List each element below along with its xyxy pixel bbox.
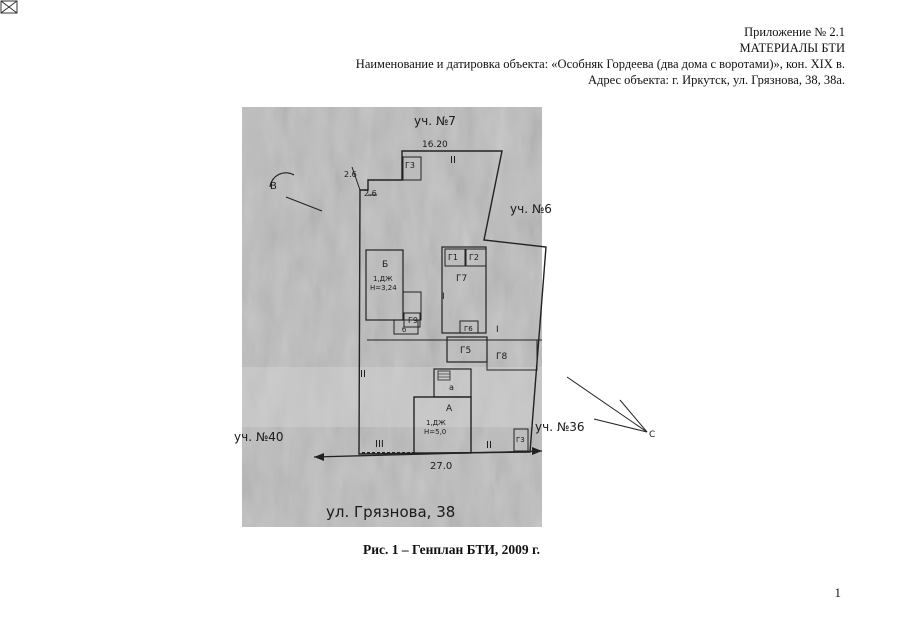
compass-east-label: С (649, 430, 656, 440)
building-a-label: А (446, 404, 453, 414)
shed-g2-label: Г2 (469, 253, 479, 262)
shed-g3-top-label: Г3 (405, 161, 415, 170)
scan-noise (242, 107, 542, 527)
lot-i-label: I (442, 292, 445, 302)
caption-text: Рис. 1 – Генплан БТИ, 2009 г. (363, 542, 540, 557)
dim-left-2-label: 2.6 (364, 189, 377, 198)
building-a-vestibule-label: а (449, 383, 454, 392)
building-a-height-label: Н=5,0 (424, 428, 447, 436)
site-plan-figure (234, 107, 656, 527)
shed-g1-label: Г1 (448, 253, 458, 262)
scan-band (242, 367, 542, 427)
building-a-type-label: 1,ДЖ (426, 419, 446, 427)
building-b-type-label: 1,ДЖ (373, 275, 393, 283)
neighbor-east-label: уч. №6 (510, 202, 552, 216)
shed-g9-label: Г9 (408, 316, 418, 325)
page-number: 1 (834, 585, 841, 600)
section-title: МАТЕРИАЛЫ БТИ (739, 41, 845, 55)
document-header (356, 24, 845, 88)
compass-west-label: В (270, 181, 277, 192)
figure-caption (0, 542, 903, 558)
compass-ray-3 (594, 419, 647, 432)
lot-iii-label: III (375, 439, 384, 450)
neighbor-southeast-label: уч. №36 (535, 420, 585, 434)
object-address: Адрес объекта: г. Иркутск, ул. Грязнова, 38, 38а. (588, 73, 845, 87)
dim-bottom-label: 27.0 (430, 461, 453, 472)
dim-left-1-label: 2.6 (344, 170, 357, 179)
shed-g8-label: Г8 (496, 352, 508, 362)
building-b-porch-label: б (402, 326, 407, 334)
shed-g3-label: Г3 (516, 436, 525, 444)
lot-ii-left-label: II (360, 369, 366, 380)
site-plan-drawing (234, 107, 656, 527)
building-b-label: Б (382, 260, 389, 270)
appendix-label: Приложение № 2.1 (744, 25, 845, 39)
corner-mark (0, 0, 18, 14)
neighbor-west-label: уч. №40 (234, 430, 284, 444)
lot-i-2-label: I (496, 325, 499, 335)
street-label: ул. Грязнова, 38 (326, 503, 456, 521)
lot-ii-bottom-label: II (486, 440, 492, 451)
object-name: Наименование и датировка объекта: «Особняк Гордеева (два дома с воротами)», кон. XIX в. (355, 57, 845, 71)
shed-g7-label: Г7 (456, 274, 468, 284)
shed-g5-label: Г5 (460, 346, 472, 356)
shed-g6-label: Г6 (464, 325, 473, 333)
neighbor-north-label: уч. №7 (414, 114, 456, 128)
dim-top-label: 16.20 (422, 140, 448, 150)
lot-ii-top-label: II (450, 155, 456, 166)
building-b-height-label: Н=3,24 (370, 284, 397, 292)
